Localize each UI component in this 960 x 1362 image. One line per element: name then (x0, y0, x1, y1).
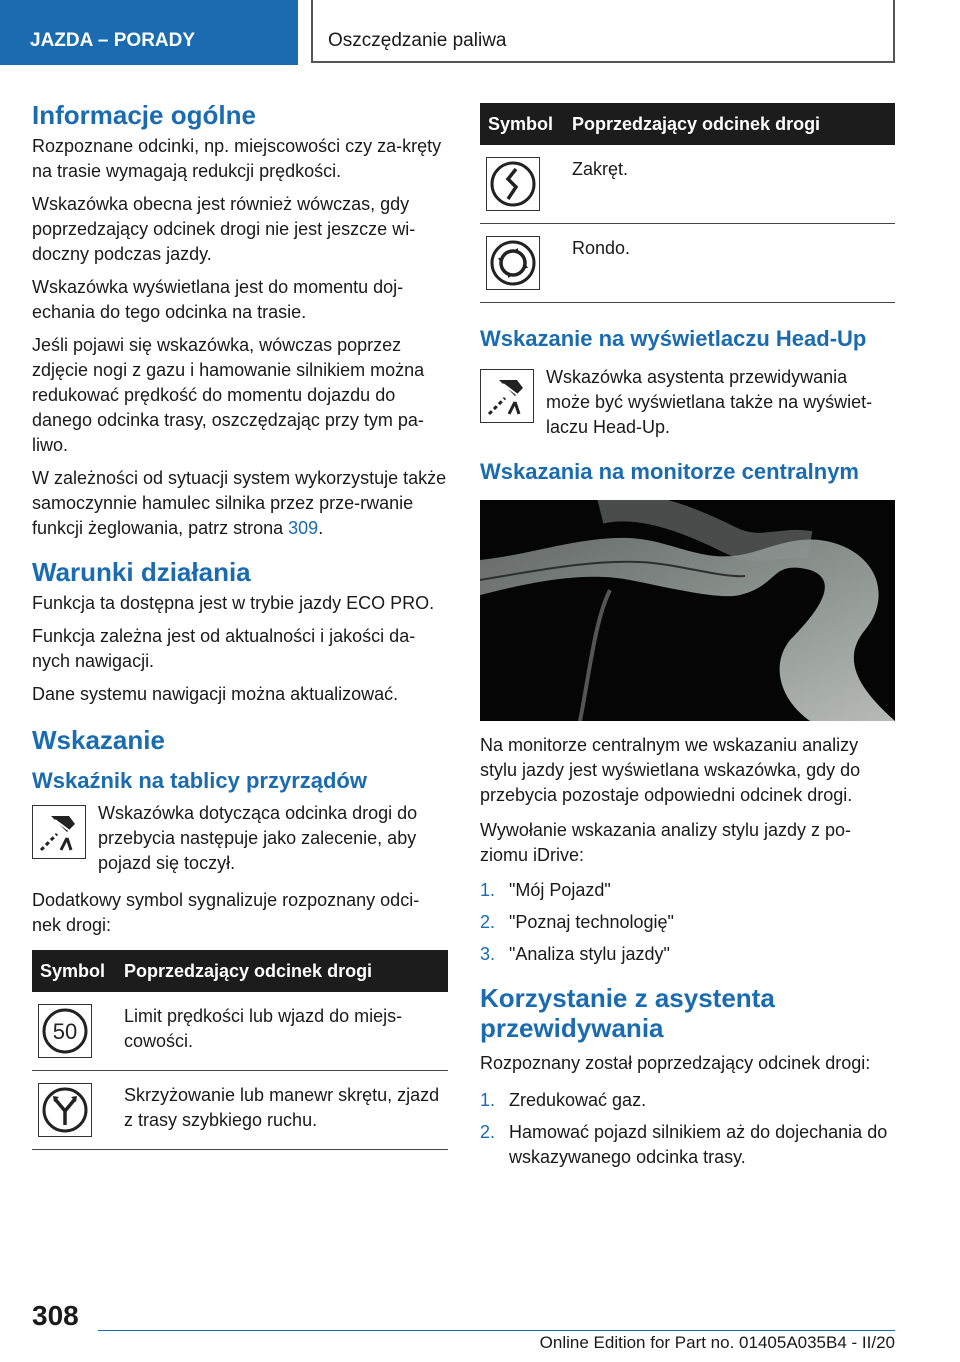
table-cell-description: Limit prędkości lub wjazd do miejs-cowości. (116, 992, 448, 1071)
symbol-table-left (32, 950, 448, 1150)
footer-divider (98, 1330, 895, 1331)
symbol-table-right (480, 103, 895, 303)
heading-conditions: Warunki działania (32, 557, 251, 587)
paragraph: Rozpoznane odcinki, np. miejscowości czy za-kręty na trasie wymagają redukcji prędkości. (32, 136, 442, 181)
heading-display: Wskazanie (32, 725, 165, 755)
footer-edition: Online Edition for Part no. 01405A035B4 - II/20 (539, 1333, 895, 1352)
junction-icon (38, 1083, 92, 1137)
table-cell-description: Rondo. (564, 224, 895, 303)
driving-style-road-image (480, 500, 895, 721)
list-item (480, 878, 895, 903)
paragraph-end: . (318, 518, 324, 538)
list-number: 3. (480, 944, 496, 964)
idrive-steps (480, 878, 895, 967)
list-text: "Poznaj technologię" (509, 912, 674, 932)
subheading-instrument-cluster: Wskaźnik na tablicy przyrządów (32, 768, 367, 793)
list-number: 1. (480, 1090, 496, 1110)
table-row (480, 145, 895, 224)
table-row (480, 224, 895, 303)
paragraph: Dane systemu nawigacji można aktualizować. (32, 684, 399, 704)
list-item (480, 1088, 895, 1113)
icon-description: Wskazówka asystenta przewidywania może być wyświetlana także na wyświet-laczu Head-Up. (546, 367, 873, 437)
table-header-description: Poprzedzający odcinek drogi (116, 950, 448, 992)
icon-description: Wskazówka dotycząca odcinka drogi do przebycia następuje jako zalecenie, aby pojazd się toczył. (98, 803, 418, 873)
page-link[interactable]: 309 (288, 518, 319, 538)
list-number: 2. (480, 1122, 496, 1142)
paragraph: Dodatkowy symbol sygnalizuje rozpoznany odci-nek drogi: (32, 890, 420, 935)
table-cell-symbol (480, 145, 564, 224)
left-column (32, 100, 448, 1150)
list-text: Hamować pojazd silnikiem aż do dojechania do wskazywanego odcinka trasy. (509, 1122, 888, 1167)
paragraph (32, 466, 448, 541)
heading-head-up: Wskazanie na wyświetlaczu Head-Up (480, 326, 867, 351)
assistant-steps (480, 1088, 895, 1170)
list-text: Zredukować gaz. (509, 1090, 647, 1110)
curve-icon (486, 157, 540, 211)
speed-limit-icon (38, 1004, 92, 1058)
paragraph-text: W zależności od sytuacji system wykorzystuje także samoczynnie hamulec silnika przez prze-rwanie funkcji żeglowania, patrz strona (32, 468, 447, 538)
table-header-description: Poprzedzający odcinek drogi (564, 103, 895, 145)
list-item (480, 942, 895, 967)
header-chapter-title: Oszczędzanie paliwa (311, 0, 895, 63)
paragraph: Wskazówka wyświetlana jest do momentu doj-echania do tego odcinka na trasie. (32, 277, 404, 322)
table-header-symbol: Symbol (480, 103, 564, 145)
hud-hint-row (480, 365, 895, 440)
list-number: 1. (480, 880, 496, 900)
paragraph: Jeśli pojawi się wskazówka, wówczas poprzez zdjęcie nogi z gazu i hamowanie silnikiem można redukować prędkość do momentu dojazdu do danego odcinka trasy, oszczędzając przy tym pa-liwo. (32, 335, 425, 455)
paragraph: Wskazówka obecna jest również wówczas, gdy poprzedzający odcinek drogi nie jest jeszcze wi-doczny podczas jazdy. (32, 194, 416, 264)
coasting-hint-row (32, 801, 448, 876)
coasting-foot-icon (480, 369, 534, 423)
list-item (480, 910, 895, 935)
paragraph: Na monitorze centralnym we wskazaniu analizy stylu jazdy jest wyświetlana wskazówka, gdy do przebycia pozostaje odpowiedni odcinek drogi. (480, 735, 861, 805)
right-column (480, 103, 895, 1178)
header-section-tab: JAZDA – PORADY (0, 0, 298, 65)
paragraph: Wywołanie wskazania analizy stylu jazdy z po-ziomu iDrive: (480, 820, 851, 865)
table-row (32, 1071, 448, 1150)
page-number: 308 (32, 1300, 79, 1331)
table-row (32, 992, 448, 1071)
table-cell-symbol (32, 992, 116, 1071)
paragraph: Funkcja zależna jest od aktualności i jakości da-nych nawigacji. (32, 626, 416, 671)
paragraph: Funkcja ta dostępna jest w trybie jazdy ECO PRO. (32, 593, 435, 613)
heading-central-monitor: Wskazania na monitorze centralnym (480, 459, 859, 484)
list-number: 2. (480, 912, 496, 932)
list-text: "Mój Pojazd" (509, 880, 611, 900)
table-cell-symbol (480, 224, 564, 303)
table-cell-symbol (32, 1071, 116, 1150)
speed-limit-value: 50 (52, 1019, 78, 1044)
paragraph: Rozpoznany został poprzedzający odcinek drogi: (480, 1053, 871, 1073)
list-item (480, 1120, 895, 1170)
coasting-foot-icon (32, 805, 86, 859)
heading-using-assistant: Korzystanie z asystenta przewidywania (480, 983, 775, 1043)
table-cell-description: Zakręt. (564, 145, 895, 224)
roundabout-icon (486, 236, 540, 290)
table-header-symbol: Symbol (32, 950, 116, 992)
table-cell-description: Skrzyżowanie lub manewr skrętu, zjazd z trasy szybkiego ruchu. (116, 1071, 448, 1150)
heading-general: Informacje ogólne (32, 100, 256, 130)
list-text: "Analiza stylu jazdy" (509, 944, 670, 964)
